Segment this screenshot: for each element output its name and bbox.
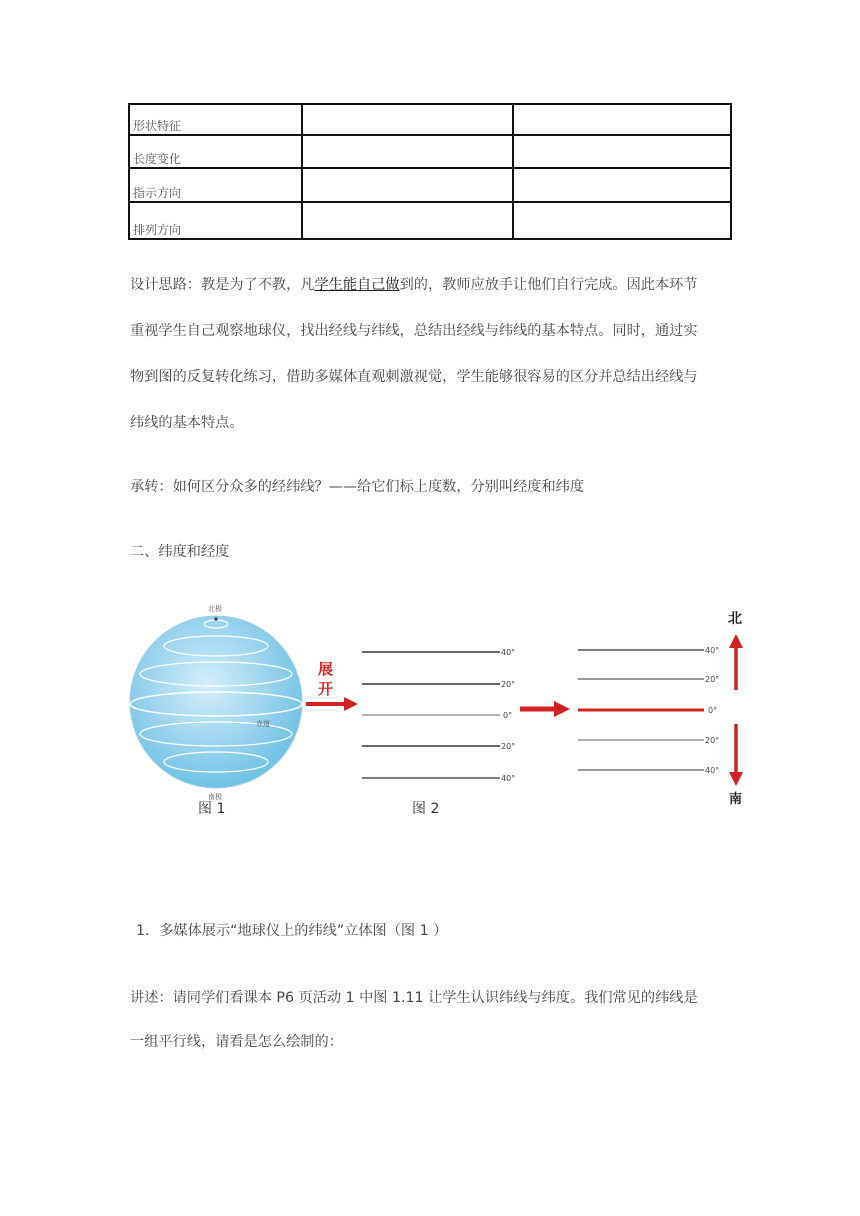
north-label: 北	[728, 611, 742, 627]
degree-label: 0°	[708, 706, 718, 715]
figure2-caption: 图 2	[412, 801, 440, 817]
table-cell[interactable]	[302, 135, 513, 168]
item-1: 1．多媒体展示“地球仪上的纬线”立体图（图 1 ）	[136, 923, 448, 939]
lecture-line: 一组平行线，请看是怎么绘制的：	[130, 1034, 343, 1050]
south-pole-label: 南极	[208, 793, 222, 801]
row-label: 排列方向	[129, 202, 302, 239]
latitude-diagram	[128, 602, 760, 820]
degree-label: 40°	[705, 766, 720, 775]
unfold-label: 展	[318, 660, 334, 678]
table-cell[interactable]	[513, 168, 731, 202]
degree-label: 0°	[503, 711, 513, 720]
degree-label: 20°	[705, 675, 720, 684]
comparison-table	[128, 103, 732, 240]
south-label: 南	[729, 792, 743, 807]
table-row	[129, 135, 731, 168]
table-cell[interactable]	[513, 202, 731, 239]
table-cell[interactable]	[302, 104, 513, 135]
design-paragraph-line	[130, 274, 742, 294]
arrowhead-icon	[344, 697, 358, 711]
degree-label: 20°	[705, 736, 720, 745]
table-row	[129, 168, 731, 202]
row-label: 形状特征	[129, 104, 302, 135]
degree-label: 20°	[501, 680, 516, 689]
lecture-line: 讲述：请同学们看课本 P6 页活动 1 中图 1.11 让学生认识纬线与纬度。我们常见的纬线是	[130, 990, 698, 1006]
table-cell[interactable]	[302, 202, 513, 239]
arrowhead-icon	[729, 772, 743, 786]
globe-illustration	[130, 604, 302, 801]
unfold-label: 开	[318, 680, 334, 698]
design-paragraph-line: 纬线的基本特点。	[130, 415, 244, 431]
north-pole-label: 北极	[208, 605, 222, 613]
row-label: 指示方向	[129, 168, 302, 202]
row-label: 长度变化	[129, 135, 302, 168]
degree-label: 40°	[705, 646, 720, 655]
figure2-parallels	[362, 648, 515, 783]
table-row	[129, 104, 731, 135]
text: 到的，教师应放手让他们自行完成。因此本环节	[399, 277, 698, 293]
degree-label: 40°	[501, 774, 516, 783]
figure3-parallels	[578, 646, 719, 775]
figure1-caption: 图 1	[198, 801, 226, 817]
table-cell[interactable]	[513, 104, 731, 135]
table-row	[129, 202, 731, 239]
text: 设计思路：教是为了不教，凡	[130, 277, 315, 293]
design-paragraph-line: 物到图的反复转化练习，借助多媒体直观刺激视觉，学生能够很容易的区分并总结出经线与	[130, 369, 698, 385]
arrowhead-icon	[554, 701, 570, 717]
equator-label: 赤道	[256, 720, 270, 728]
section-title: 二、纬度和经度	[130, 544, 230, 560]
degree-label: 20°	[501, 742, 516, 751]
arrowhead-icon	[729, 634, 743, 648]
table-cell[interactable]	[302, 168, 513, 202]
table-cell[interactable]	[513, 135, 731, 168]
underlined-text: 学生能自己做	[314, 277, 400, 293]
transition-text: 承转：如何区分众多的经纬线？——给它们标上度数，分别叫经度和纬度	[130, 479, 585, 495]
design-paragraph-line: 重视学生自己观察地球仪，找出经线与纬线，总结出经线与纬线的基本特点。同时，通过实	[130, 323, 698, 339]
degree-label: 40°	[501, 648, 516, 657]
latitude-figure	[128, 602, 760, 820]
